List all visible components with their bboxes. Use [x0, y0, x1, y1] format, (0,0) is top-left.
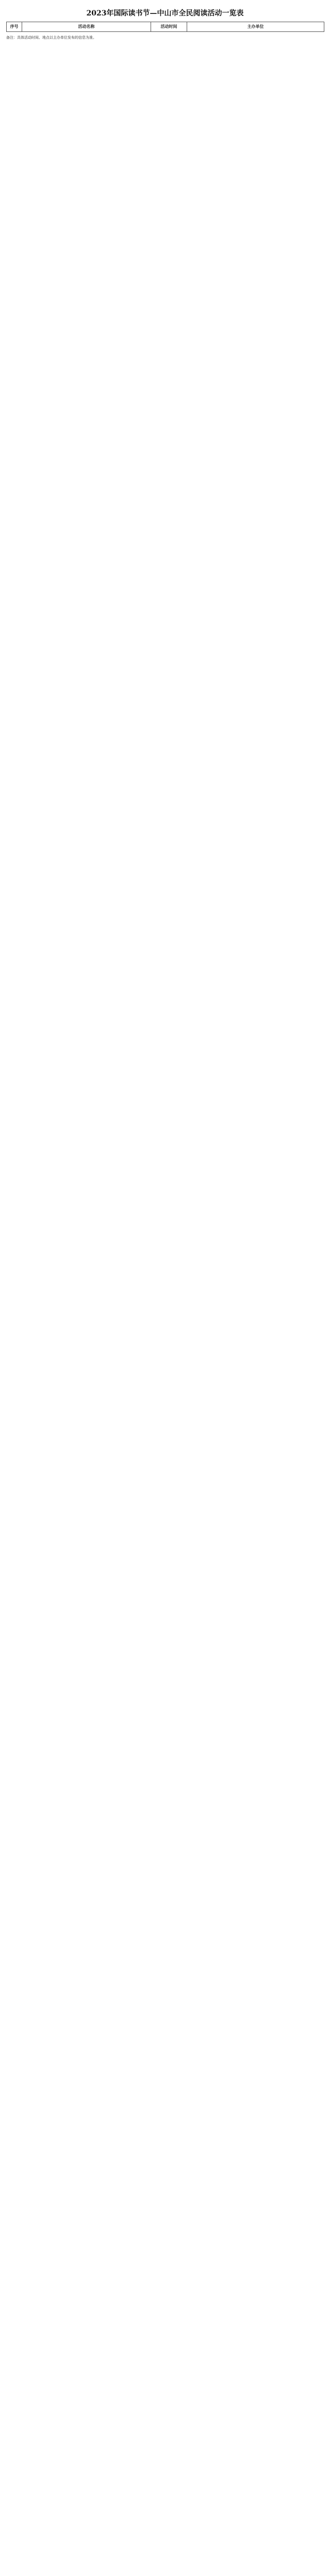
header-no: 序号 — [7, 22, 22, 32]
table-header-row — [7, 22, 324, 32]
page-title: 2023年国际读书节—中山市全民阅读活动一览表 — [86, 9, 244, 18]
footnote: 备注：具体活动时间、地点以主办单位发布的信息为准。 — [6, 36, 96, 40]
activity-table — [6, 22, 324, 32]
header-org: 主办单位 — [187, 22, 324, 32]
header-name: 活动名称 — [22, 22, 151, 32]
header-time: 活动时间 — [151, 22, 187, 32]
